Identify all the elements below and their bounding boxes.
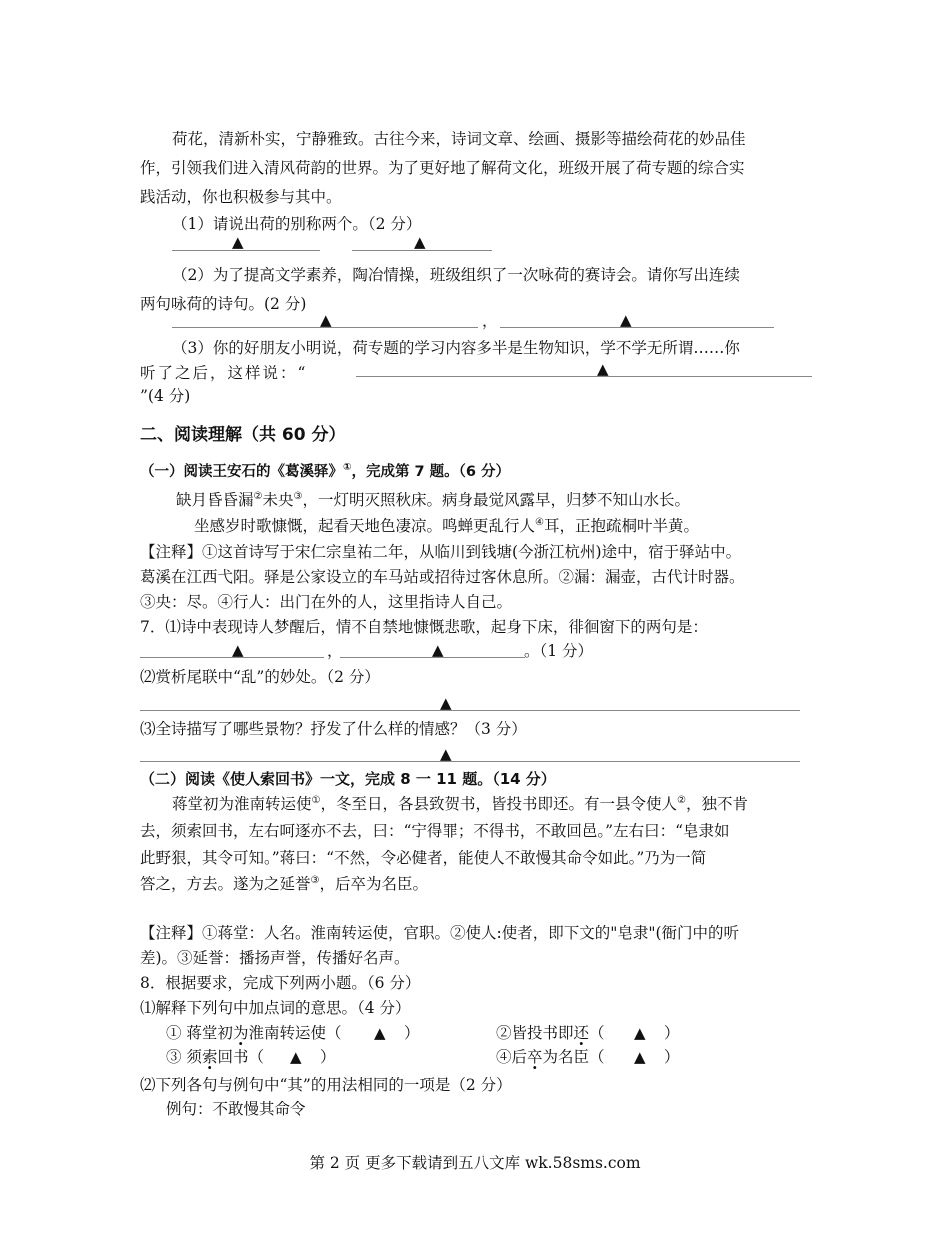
intro-line-1: 荷花，清新朴实，宁静雅致。古往今来，诗词文章、绘画、摄影等描绘荷花的妙品佳 — [172, 130, 746, 148]
question-2-line-2: 两句咏荷的诗句。(2 分) — [140, 295, 307, 313]
triangle-marker-icon: ▲ — [232, 233, 244, 251]
question-7-1-tail: 。（1 分） — [524, 642, 594, 660]
passage-line-1: 蒋堂初为淮南转运使①，冬至日，各县致贺书，皆投书即还。有一县令使人②，独不肯 — [172, 794, 748, 813]
question-3-line-3: ”(4 分) — [140, 387, 191, 405]
triangle-marker-icon: ▲ — [232, 641, 244, 659]
question-8: 8．根据要求，完成下列两小题。（6 分） — [140, 974, 421, 992]
passage-note-line-2: 差)。③延誉：播扬声誉，传播好名声。 — [140, 949, 410, 967]
vocab-item-4: ④后卒为名臣（ — [496, 1048, 605, 1066]
intro-line-2: 作，引领我们进入清风荷韵的世界。为了更好地了解荷文化，班级开展了荷专题的综合实 — [140, 159, 745, 177]
triangle-marker-icon: ▲ — [432, 641, 444, 659]
vocab-item-3: ③ 须索回书（ — [166, 1048, 264, 1066]
question-3-line-1: （3）你的好朋友小明说，荷专题的学习内容多半是生物知识，学不学无所谓……你 — [172, 339, 740, 357]
triangle-marker-icon: ▲ — [440, 745, 452, 763]
page-footer: 第 2 页 更多下载请到五八文库 wk.58sms.com — [309, 1154, 641, 1172]
poem-note-line-3: ③央：尽。④行人：出门在外的人，这里指诗人自己。 — [140, 593, 513, 611]
question-8-1: ⑴解释下列句中加点词的意思。（4 分） — [140, 999, 411, 1017]
question-7-3: ⑶全诗描写了哪些景物？抒发了什么样的情感？（3 分） — [140, 720, 527, 738]
answer-blank-q7-2[interactable] — [140, 710, 800, 711]
question-7-1-comma: ， — [327, 642, 343, 660]
vocab-item-1: ① 蒋堂初为淮南转运使（ — [166, 1024, 342, 1042]
question-7-2: ⑵赏析尾联中“乱”的妙处。（2 分） — [140, 668, 380, 686]
vocab-item-3-close: ） — [320, 1048, 336, 1066]
answer-blank-q3[interactable] — [356, 376, 812, 377]
part-2-title: （二）阅读《使人索回书》一文，完成 8 一 11 题。（14 分） — [140, 770, 556, 788]
question-8-2: ⑵下列各句与例句中“其”的用法相同的一项是（2 分） — [140, 1076, 512, 1094]
poem-line-2: 坐感岁时歌慷慨，起看天地色凄凉。鸣蝉更乱行人④耳，正抱疏桐叶半黄。 — [194, 516, 699, 535]
triangle-marker-icon: ▲ — [414, 233, 426, 251]
triangle-marker-icon: ▲ — [620, 311, 632, 329]
passage-line-2: 去，须索回书，左右呵逐亦不去，曰：“宁得罪；不得书，不敢回邑。”左右曰：“皂隶如 — [140, 822, 730, 840]
vocab-item-1-close: ） — [404, 1024, 420, 1042]
triangle-marker-icon: ▲ — [634, 1048, 646, 1066]
poem-note-line-1: 【注释】①这首诗写于宋仁宗皇祐二年，从临川到钱塘(今浙江杭州)途中，宿于驿站中。 — [140, 543, 742, 561]
passage-line-4: 答之，方去。遂为之延誉③，后卒为名臣。 — [140, 874, 428, 893]
triangle-marker-icon: ▲ — [634, 1024, 646, 1042]
passage-note-line-1: 【注释】①蒋堂：人名。淮南转运使，官职。②使人:使者，即下文的"皂隶"(衙门中的听 — [140, 924, 740, 942]
triangle-marker-icon: ▲ — [597, 360, 609, 378]
part-1-title: （一）阅读王安石的《葛溪驿》①，完成第 7 题。（6 分） — [140, 462, 511, 480]
question-7-1: 7．⑴诗中表现诗人梦醒后，情不自禁地慷慨悲歌，起身下床，徘徊窗下的两句是： — [140, 618, 708, 636]
vocab-item-2-close: ） — [664, 1024, 680, 1042]
question-2-line-1: （2）为了提高文学素养，陶冶情操，班级组织了一次咏荷的赛诗会。请你写出连续 — [172, 266, 740, 284]
answer-blank-q2-b[interactable] — [500, 327, 774, 328]
intro-line-3: 践活动，你也积极参与其中。 — [140, 188, 342, 206]
poem-line-1: 缺月昏昏漏②未央③，一灯明灭照秋床。病身最觉风露早，归梦不知山水长。 — [176, 490, 690, 509]
triangle-marker-icon: ▲ — [440, 694, 452, 712]
question-3-line-2: 听了之后，这样说：“ — [140, 364, 308, 382]
passage-line-3: 此野狠，其令可知。”蒋曰：“不然，令必健者，能使人不敢慢其命令如此。”乃为一简 — [140, 849, 707, 867]
vocab-item-4-close: ） — [664, 1048, 680, 1066]
question-2-comma: ， — [482, 312, 498, 330]
triangle-marker-icon: ▲ — [290, 1048, 302, 1066]
triangle-marker-icon: ▲ — [320, 311, 332, 329]
poem-note-line-2: 葛溪在江西弋阳。驿是公家设立的车马站或招待过客休息所。②漏：漏壶，古代计时器。 — [140, 568, 745, 586]
answer-blank-q1-a[interactable] — [172, 250, 320, 251]
answer-blank-q7-3[interactable] — [140, 761, 800, 762]
section-2-title: 二、阅读理解（共 60 分） — [140, 425, 346, 445]
vocab-item-2: ②皆投书即还（ — [496, 1024, 605, 1042]
example-sentence: 例句：不敢慢其命令 — [166, 1100, 306, 1118]
question-1-prompt: （1）请说出荷的别称两个。（2 分） — [172, 215, 422, 233]
triangle-marker-icon: ▲ — [374, 1024, 386, 1042]
